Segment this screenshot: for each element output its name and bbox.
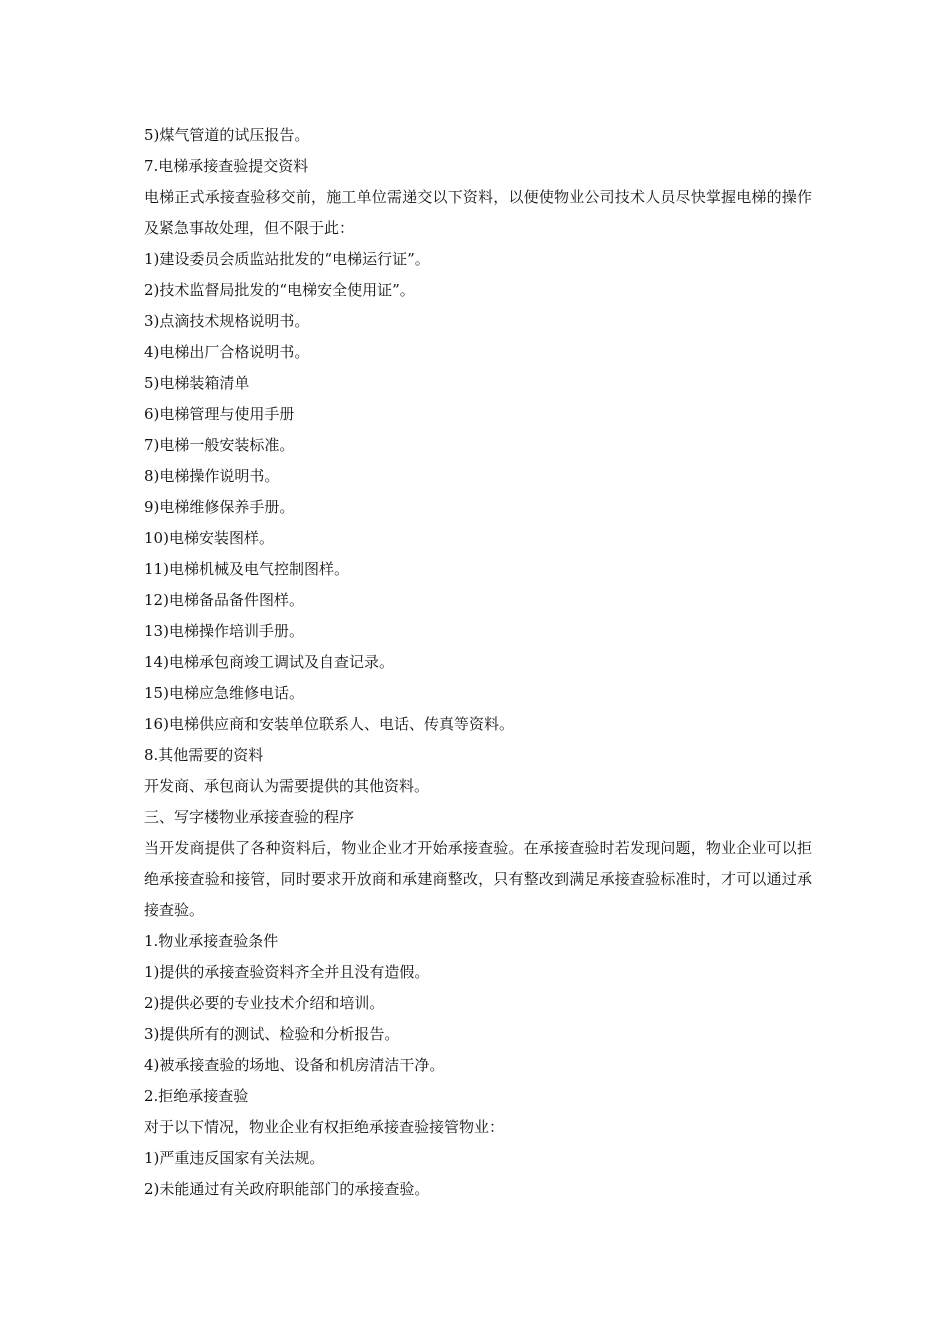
condition-item: 1)提供的承接查验资料齐全并且没有造假。	[144, 963, 430, 981]
elevator-item: 12)电梯备品备件图样。	[144, 591, 304, 609]
refuse-heading: 2.拒绝承接查验	[144, 1087, 249, 1105]
elevator-item: 1)建设委员会质监站批发的“电梯运行证”。	[144, 250, 430, 268]
part-3-paragraph: 当开发商提供了各种资料后，物业企业才开始承接查验。在承接查验时若发现问题，物业企业可以拒绝承接查验和接管，同时要求开放商和承建商整改，只有整改到满足承接查验标准时，才可以通过承接查验。	[144, 839, 812, 919]
section-8-heading: 8.其他需要的资料	[144, 746, 264, 764]
elevator-item: 4)电梯出厂合格说明书。	[144, 343, 310, 361]
elevator-item: 8)电梯操作说明书。	[144, 467, 280, 485]
elevator-intro-paragraph: 电梯正式承接查验移交前，施工单位需递交以下资料，以便使物业公司技术人员尽快掌握电梯的操作及紧急事故处理，但不限于此：	[144, 188, 812, 237]
elevator-item: 5)电梯装箱清单	[144, 374, 250, 392]
elevator-item: 3)点滴技术规格说明书。	[144, 312, 310, 330]
elevator-item: 13)电梯操作培训手册。	[144, 622, 304, 640]
elevator-item: 9)电梯维修保养手册。	[144, 498, 295, 516]
elevator-item: 2)技术监督局批发的“电梯安全使用证”。	[144, 281, 415, 299]
elevator-item: 6)电梯管理与使用手册	[144, 405, 295, 423]
elevator-item: 15)电梯应急维修电话。	[144, 684, 304, 702]
refuse-intro: 对于以下情况，物业企业有权拒绝承接查验接管物业：	[144, 1118, 505, 1136]
condition-item: 2)提供必要的专业技术介绍和培训。	[144, 994, 385, 1012]
refuse-item: 1)严重违反国家有关法规。	[144, 1149, 325, 1167]
section-8-text: 开发商、承包商认为需要提供的其他资料。	[144, 777, 430, 795]
part-3-heading: 三、写字楼物业承接查验的程序	[144, 808, 355, 826]
elevator-item: 11)电梯机械及电气控制图样。	[144, 560, 349, 578]
condition-item: 4)被承接查验的场地、设备和机房清洁干净。	[144, 1056, 445, 1074]
elevator-item: 16)电梯供应商和安装单位联系人、电话、传真等资料。	[144, 715, 514, 733]
elevator-item: 7)电梯一般安装标准。	[144, 436, 295, 454]
document-body	[144, 120, 812, 1205]
section-7-heading: 7.电梯承接查验提交资料	[144, 157, 309, 175]
conditions-heading: 1.物业承接查验条件	[144, 932, 279, 950]
condition-item: 3)提供所有的测试、检验和分析报告。	[144, 1025, 400, 1043]
elevator-item: 14)电梯承包商竣工调试及自查记录。	[144, 653, 394, 671]
gas-pipe-report-line: 5)煤气管道的试压报告。	[144, 126, 310, 144]
elevator-item: 10)电梯安装图样。	[144, 529, 274, 547]
refuse-item: 2)未能通过有关政府职能部门的承接查验。	[144, 1180, 430, 1198]
